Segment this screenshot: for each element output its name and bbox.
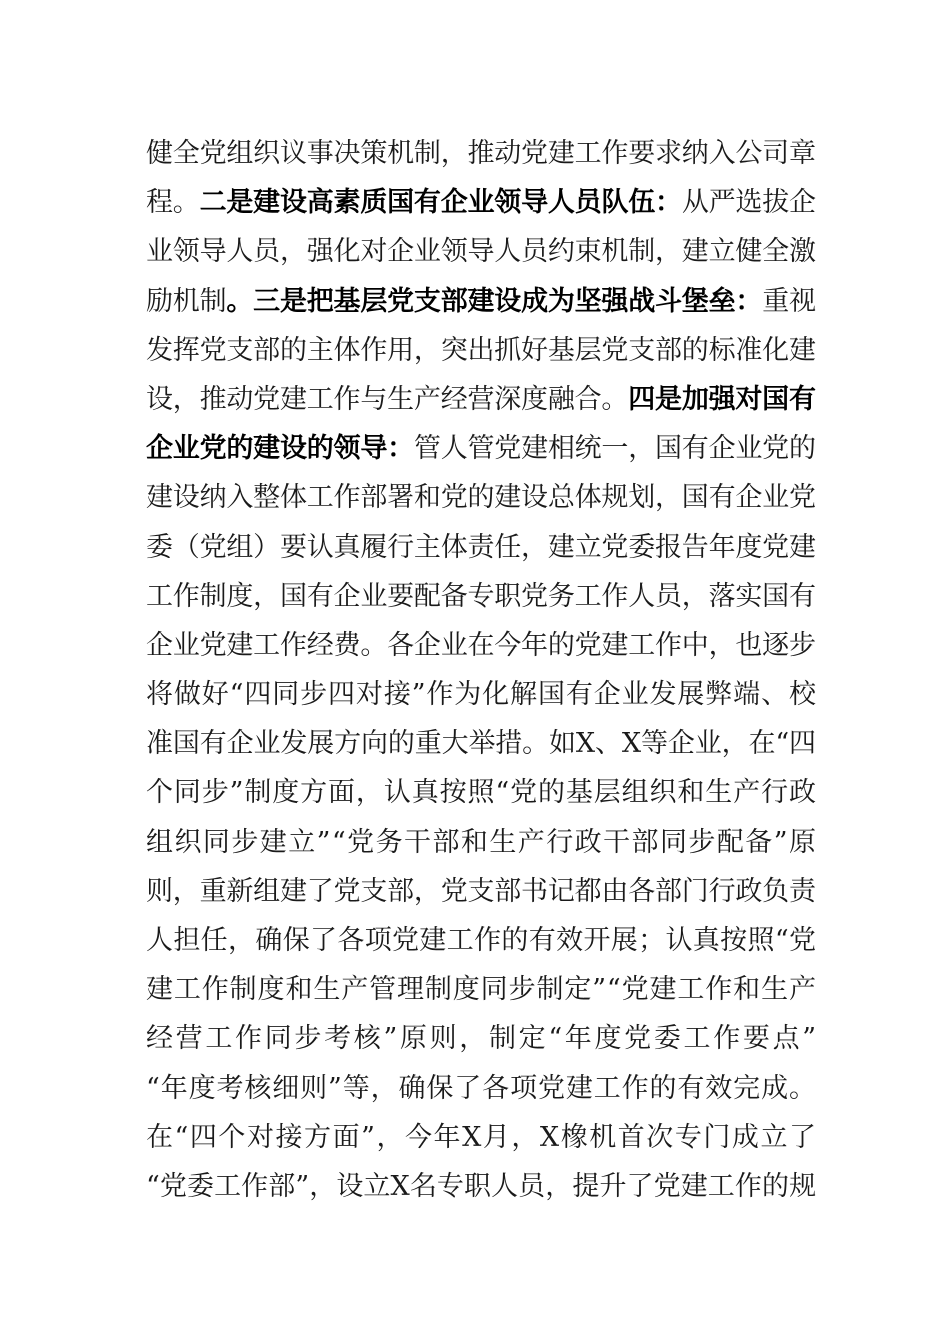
text-line [146, 1014, 819, 1063]
text-segment: 健全党组织议事决策机制，推动党建工作要求纳入公司章 [146, 138, 816, 169]
text-line [146, 523, 816, 572]
text-segment: 管人管党建相统一，国有企业党的 [413, 433, 816, 465]
text-segment: 发挥党支部的主体作用，突出抓好基层党支部的标准化建 [146, 334, 816, 366]
text-line [146, 424, 816, 473]
text-line [146, 1064, 816, 1113]
body-text [146, 129, 819, 1211]
bold-heading-segment: 。三是把基层党支部建设成为坚强战斗堡垒： [226, 285, 763, 317]
text-segment: “党委工作部”，设立X名专职人员，提升了党建工作的规 [146, 1170, 817, 1202]
text-segment: 设，推动党建工作与生产经营深度融合。 [146, 383, 629, 415]
text-segment: 准国有企业发展方向的重大举措。如X、X等企业，在“四 [146, 728, 816, 760]
text-segment: 建设纳入整体工作部署和党的建设总体规划，国有企业党 [146, 482, 816, 514]
text-segment: 工作制度，国有企业要配备专职党务工作人员，落实国有 [146, 580, 816, 612]
text-line [146, 326, 816, 375]
text-segment: 在“四个对接方面”，今年X月，X橡机首次专门成立了 [146, 1121, 818, 1153]
text-line [146, 227, 816, 276]
text-segment: 业领导人员，强化对企业领导人员约束机制，建立健全激 [146, 236, 816, 268]
text-line [146, 867, 816, 916]
bold-heading-segment: 企业党的建设的领导： [146, 433, 414, 465]
text-segment: 重视 [762, 285, 816, 317]
text-line [146, 621, 816, 670]
text-line [146, 473, 816, 522]
text-segment: 则，重新组建了党支部，党支部书记都由各部门行政负责 [146, 875, 816, 907]
text-line [146, 670, 816, 719]
text-segment: 个同步”制度方面，认真按照“党的基层组织和生产行政 [146, 777, 817, 809]
text-line [146, 572, 816, 621]
text-segment: 将做好“四同步四对接”作为化解国有企业发展弊端、校 [146, 679, 817, 711]
text-line [146, 965, 816, 1014]
text-segment: 人担任，确保了各项党建工作的有效开展；认真按照“党 [146, 925, 817, 956]
text-segment: 程。 [146, 187, 200, 219]
text-line [146, 818, 816, 867]
text-line [146, 768, 816, 817]
text-segment: 建工作制度和生产管理制度同步制定”“党建工作和生产 [146, 974, 817, 1006]
text-segment: 委（党组）要认真履行主体责任，建立党委报告年度党建 [146, 531, 816, 563]
text-line [146, 1162, 816, 1211]
text-segment: 励机制 [146, 285, 227, 317]
text-line [146, 916, 816, 965]
text-segment: 从严选拔企 [681, 187, 816, 219]
text-line [146, 178, 816, 227]
text-line [146, 1113, 816, 1162]
text-segment: 企业党建工作经费。各企业在今年的党建工作中，也逐步 [146, 629, 816, 661]
text-segment: 经营工作同步考核”原则，制定“年度党委工作要点” [146, 1023, 819, 1055]
text-line [146, 277, 816, 326]
text-segment: “年度考核细则”等，确保了各项党建工作的有效完成。 [146, 1072, 817, 1104]
bold-heading-segment: 二是建设高素质国有企业领导人员队伍： [199, 187, 682, 219]
bold-heading-segment: 四是加强对国有 [628, 383, 816, 415]
text-line [146, 719, 816, 768]
text-line [146, 129, 816, 178]
text-line [146, 375, 816, 424]
text-segment: 组织同步建立”“党务干部和生产行政干部同步配备”原 [146, 826, 818, 858]
